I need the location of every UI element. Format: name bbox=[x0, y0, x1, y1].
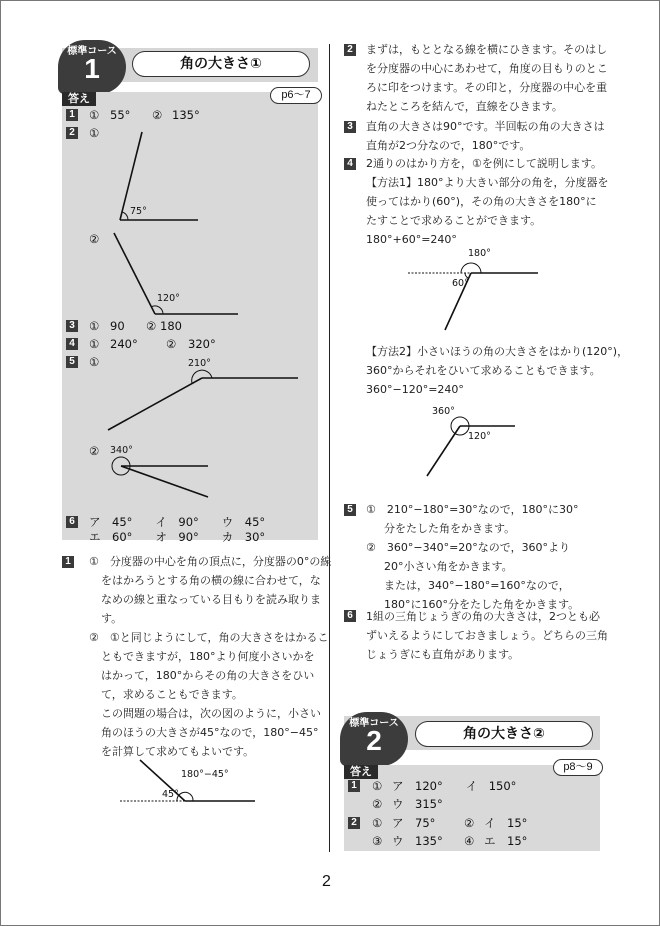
answer-q5-angle2-label: 340° bbox=[110, 445, 133, 456]
explanation-q1-line: を計算して求めてもよいです。 bbox=[101, 745, 255, 758]
explanation-q1-line: なめの線と重なっている目もりを読み取りま bbox=[101, 593, 321, 606]
course2-q2-circle2: ② bbox=[464, 816, 475, 830]
course1-number: 1 bbox=[84, 53, 100, 84]
course1-answers-tag: 答え bbox=[62, 92, 96, 106]
course2-q2-circle4: ④ bbox=[464, 834, 475, 848]
explanation-q4-fig1-small: 60° bbox=[452, 278, 469, 289]
explanation-q3-number: 3 bbox=[344, 121, 356, 133]
explanation-q4-fig2-small: 120° bbox=[468, 431, 491, 442]
answer-q1-circle1: ① bbox=[89, 108, 100, 122]
explanation-q4-line: 180°+60°=240° bbox=[366, 233, 457, 246]
explanation-q6-line: じょうぎにも直角があります。 bbox=[366, 648, 520, 661]
explanation-q2-line: を分度器の中心にあわせて，角度の目もりのとこ bbox=[366, 62, 608, 75]
explanation-q1-line: はかって，180°からその角の大きさをひい bbox=[101, 669, 315, 682]
explanation-q2-line: ろに印をつけます。その印と，分度器の中心を重 bbox=[366, 81, 608, 94]
explanation-q4-line: たすことで求めることができます。 bbox=[366, 214, 542, 227]
explanation-q1-line: ② ①と同じようにして，角の大きさをはかるこ bbox=[89, 631, 329, 644]
answer-q3-number: 3 bbox=[66, 320, 78, 332]
course2-label: 標準コース bbox=[349, 718, 399, 729]
answer-q3-circle1: ① bbox=[89, 319, 100, 333]
explanation-q1-line: て，求めることもできます。 bbox=[101, 688, 243, 701]
explanation-q1-line: ① 分度器の中心を角の頂点に，分度器の0°の線 bbox=[89, 555, 332, 568]
course2-q2-item3: ウ 135° bbox=[392, 834, 443, 848]
answer-q3-value2: 180 bbox=[160, 319, 182, 333]
explanation-q1-line: この問題の場合は，次の図のように，小さい bbox=[101, 707, 321, 720]
course2-answers-tag: 答え bbox=[344, 765, 378, 779]
answer-q3-circle2: ② bbox=[146, 319, 157, 333]
answer-q4-number: 4 bbox=[66, 338, 78, 350]
explanation-q5-number: 5 bbox=[344, 504, 356, 516]
answer-q1-number: 1 bbox=[66, 109, 78, 121]
answer-q5-circle2: ② bbox=[89, 444, 100, 458]
answer-q5-circle1: ① bbox=[89, 355, 100, 369]
course1-title: 角の大きさ① bbox=[132, 51, 310, 77]
course2-page-ref: p8～9 bbox=[553, 759, 603, 776]
explanation-q2-line: まずは，もととなる線を横にひきます。そのはし bbox=[366, 43, 608, 56]
explanation-q4-number: 4 bbox=[344, 158, 356, 170]
course2-badge bbox=[340, 712, 408, 766]
explanation-q5-line: ② 360°−340°=20°なので，360°より bbox=[366, 541, 571, 554]
answer-q6-number: 6 bbox=[66, 516, 78, 528]
course1-label: 標準コース bbox=[67, 46, 117, 57]
explanation-q4-fig1-top: 180° bbox=[468, 248, 491, 259]
explanation-q6-line: ずいえるようにしておきましょう。どちらの三角 bbox=[366, 629, 608, 642]
course2-q1-number: 1 bbox=[348, 780, 360, 792]
explanation-q1-line: ともできますが，180°より何度小さいかを bbox=[101, 650, 315, 663]
answer-q2-angle2-label: 120° bbox=[157, 293, 180, 304]
course2-q1-line2: ウ 315° bbox=[392, 797, 443, 811]
explanation-q4-line: 2通りのはかり方を，①を例にして説明します。 bbox=[366, 157, 602, 170]
explanation-q6-number: 6 bbox=[344, 610, 356, 622]
explanation-q4-line: 使ってはかり(60°)，その角の大きさを180°に bbox=[366, 195, 597, 208]
course2-q2-item1: ア 75° bbox=[392, 816, 436, 830]
explanation-q1-line: 角のほうの大きさが45°なので，180°−45° bbox=[101, 726, 319, 739]
answer-q2-number: 2 bbox=[66, 127, 78, 139]
explanation-q4-method2-line: 【方法2】小さいほうの角の大きさをはかり(120°)， bbox=[366, 345, 629, 358]
answer-q4-value1: 240° bbox=[110, 337, 138, 351]
explanation-q4-line: 【方法1】180°より大きい部分の角を，分度器を bbox=[366, 176, 609, 189]
answer-q1-circle2: ② bbox=[152, 108, 163, 122]
explanation-q5-line: または，340°−180°=160°なので， bbox=[384, 579, 570, 592]
course2-q2-item4: エ 15° bbox=[484, 834, 528, 848]
course2-q2-number: 2 bbox=[348, 817, 360, 829]
explanation-q5-line: ① 210°−180°=30°なので，180°に30° bbox=[366, 503, 579, 516]
course2-q1-circle2: ② bbox=[372, 797, 383, 811]
page-number: 2 bbox=[322, 873, 331, 890]
answer-q2-circle1: ① bbox=[89, 126, 100, 140]
explanation-q3-line: 直角の大きさは90°です。半回転の角の大きさは bbox=[366, 120, 605, 133]
answer-q6-row1: ア 45° イ 90° ウ 45° bbox=[89, 515, 266, 529]
explanation-q4-fig2-big: 360° bbox=[432, 406, 455, 417]
answer-q1-value1: 55° bbox=[110, 108, 131, 122]
course2-q2-circle3: ③ bbox=[372, 834, 383, 848]
answer-q2-circle2: ② bbox=[89, 232, 100, 246]
course2-q1-line1: ア 120° イ 150° bbox=[392, 779, 517, 793]
explanation-q1-line: をはかろうとする角の横の線に合わせて，な bbox=[101, 574, 321, 587]
answer-q2-angle1-label: 75° bbox=[130, 206, 147, 217]
explanation-q1-diagram-label: 180°−45° bbox=[181, 769, 229, 780]
explanation-q2-number: 2 bbox=[344, 44, 356, 56]
answer-q4-circle1: ① bbox=[89, 337, 100, 351]
explanation-q3-line: 直角が2つ分なので，180°です。 bbox=[366, 139, 531, 152]
answer-q3-value1: 90 bbox=[110, 319, 125, 333]
answer-q4-value2: 320° bbox=[188, 337, 216, 351]
explanation-q5-line: 180°に160°分をたした角をかきます。 bbox=[384, 598, 580, 611]
answer-q4-circle2: ② bbox=[166, 337, 177, 351]
explanation-q1-line: す。 bbox=[101, 612, 123, 625]
course1-page-ref: p6～7 bbox=[270, 87, 322, 104]
course2-number: 2 bbox=[366, 725, 382, 756]
course2-q1-circle1: ① bbox=[372, 779, 383, 793]
answer-q5-angle1-label: 210° bbox=[188, 358, 211, 369]
explanation-q4-method2-line: 360°からそれをひいて求めることもできます。 bbox=[366, 364, 601, 377]
answer-q1-value2: 135° bbox=[172, 108, 200, 122]
course2-q2-circle1: ① bbox=[372, 816, 383, 830]
explanation-q6-line: 1組の三角じょうぎの角の大きさは，2つとも必 bbox=[366, 610, 600, 623]
explanation-q1-diagram-small: 45° bbox=[162, 789, 179, 800]
explanation-q2-line: ねたところを結んで，直線をひきます。 bbox=[366, 100, 563, 113]
explanation-q5-line: 分をたした角をかきます。 bbox=[384, 522, 516, 535]
answer-q6-row2: エ 60° オ 90° カ 30° bbox=[89, 530, 266, 544]
explanation-q4-method2-line: 360°−120°=240° bbox=[366, 383, 464, 396]
explanation-q5-line: 20°小さい角をかきます。 bbox=[384, 560, 513, 573]
course2-title: 角の大きさ② bbox=[415, 721, 593, 747]
course2-q2-item2: イ 15° bbox=[484, 816, 528, 830]
explanation-q1-number: 1 bbox=[62, 556, 74, 568]
answer-q5-number: 5 bbox=[66, 356, 78, 368]
